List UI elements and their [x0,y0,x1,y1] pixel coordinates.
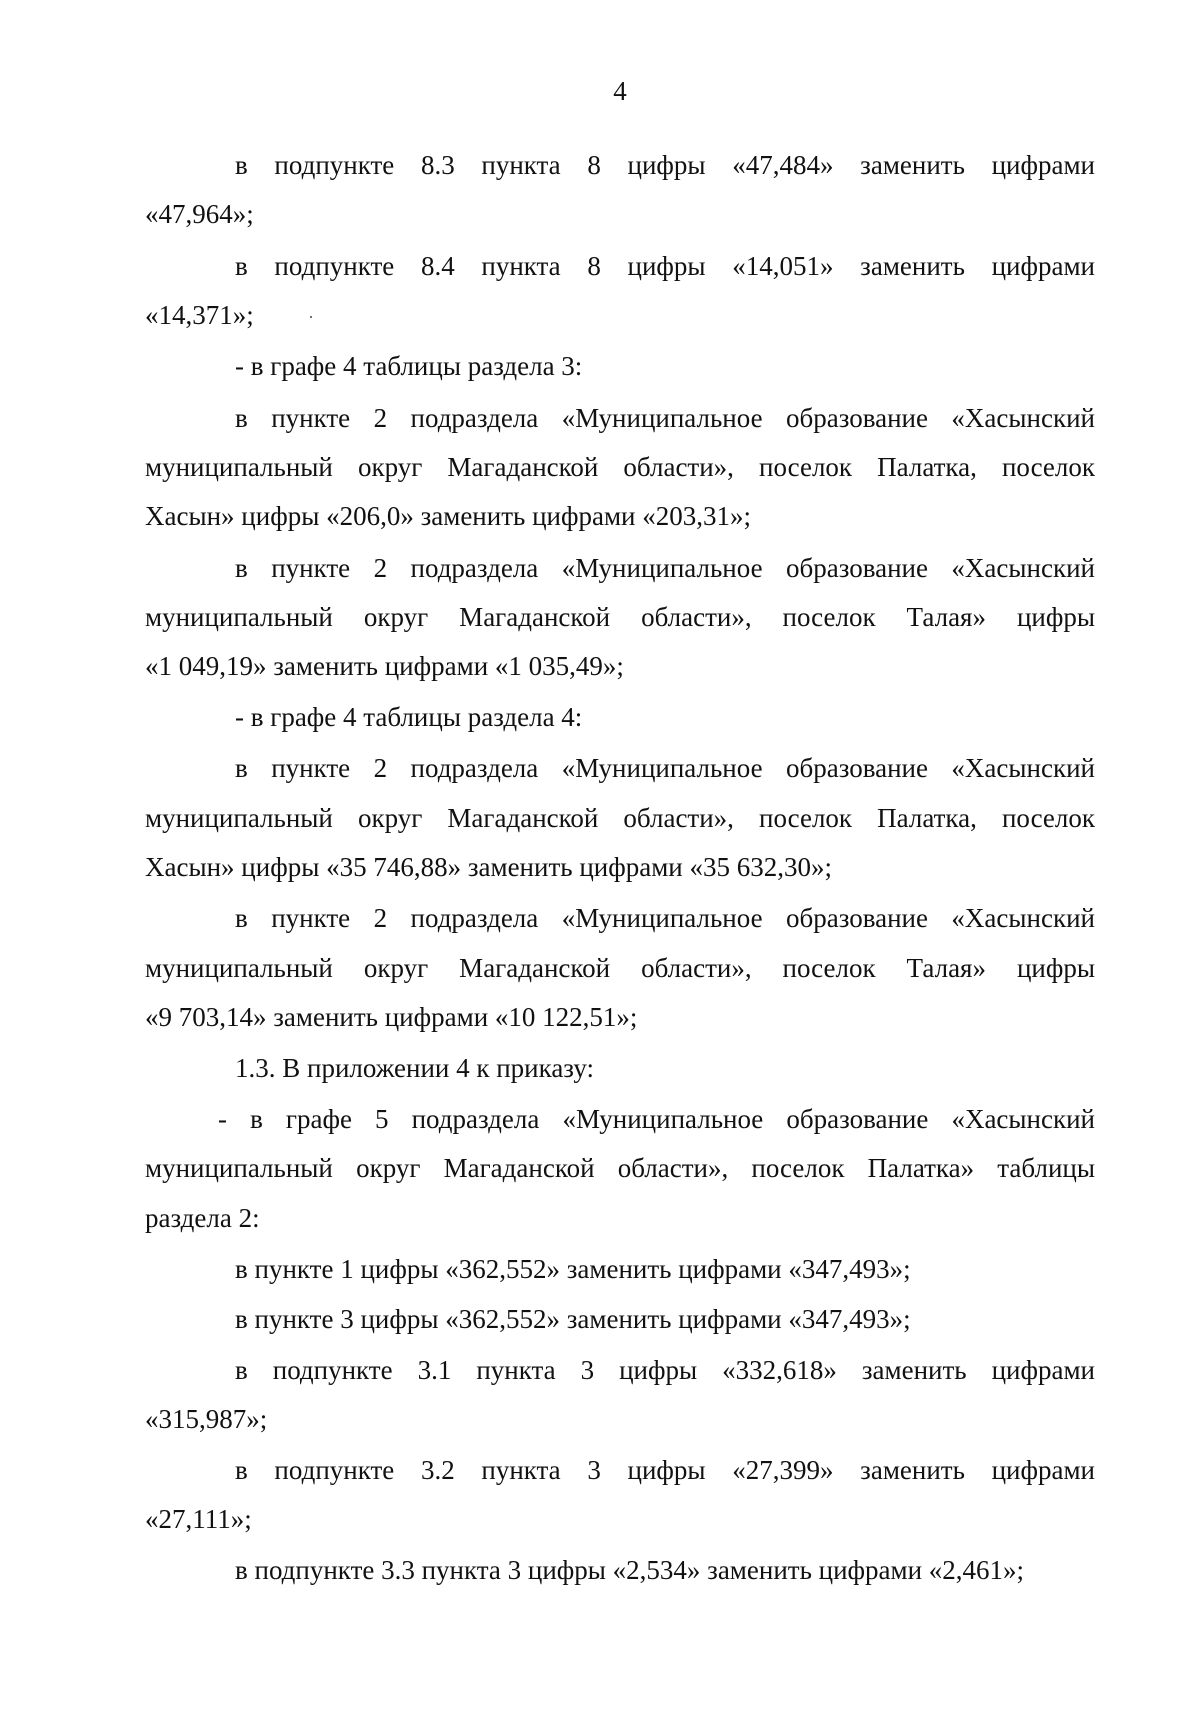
text-line: раздела 2: [145,1203,260,1233]
text-line: в пункте 3 цифры «362,552» заменить цифрами «347,493»; [235,1304,911,1334]
scan-speck [310,316,312,318]
text-line: в пункте 1 цифры «362,552» заменить цифрами «347,493»; [235,1254,911,1284]
page-number: 4 [613,76,627,106]
text-line: муниципальный округ Магаданской области», поселок Палатка, поселок [145,803,1095,833]
text-line: в подпункте 8.3 пункта 8 цифры «47,484» заменить цифрами [235,150,1095,180]
text-line: «315,987»; [145,1404,268,1434]
text-line: муниципальный округ Магаданской области», поселок Палатка, поселок [145,452,1095,482]
text-line: муниципальный округ Магаданской области», поселок Талая» цифры [145,602,1095,632]
text-line: в пункте 2 подраздела «Муниципальное образование «Хасынский [235,403,1095,433]
text-line: в пункте 2 подраздела «Муниципальное образование «Хасынский [235,553,1095,583]
text-line: «14,371»; [145,300,254,330]
text-line: муниципальный округ Магаданской области», поселок Палатка» таблицы [145,1153,1095,1183]
text-line: 1.3. В приложении 4 к приказу: [235,1053,595,1083]
text-line: в подпункте 3.1 пункта 3 цифры «332,618» заменить цифрами [235,1355,1095,1385]
text-line: в пункте 2 подраздела «Муниципальное образование «Хасынский [235,903,1095,933]
text-line: «47,964»; [145,199,254,229]
text-line: - в графе 4 таблицы раздела 3: [235,351,583,381]
text-line: муниципальный округ Магаданской области», поселок Талая» цифры [145,953,1095,983]
text-line: в подпункте 8.4 пункта 8 цифры «14,051» заменить цифрами [235,251,1095,281]
text-line: Хасын» цифры «35 746,88» заменить цифрами «35 632,30»; [145,852,832,882]
text-line: Хасын» цифры «206,0» заменить цифрами «203,31»; [145,501,751,531]
text-line: «27,111»; [145,1504,252,1534]
text-line: «9 703,14» заменить цифрами «10 122,51»; [145,1002,638,1032]
text-line: в пункте 2 подраздела «Муниципальное образование «Хасынский [235,753,1095,783]
text-line: в подпункте 3.3 пункта 3 цифры «2,534» заменить цифрами «2,461»; [235,1555,1025,1585]
text-line: - в графе 4 таблицы раздела 4: [235,702,583,732]
text-line: - в графе 5 подраздела «Муниципальное образование «Хасынский [218,1104,1095,1134]
text-line: «1 049,19» заменить цифрами «1 035,49»; [145,651,624,681]
text-line: в подпункте 3.2 пункта 3 цифры «27,399» заменить цифрами [235,1455,1095,1485]
